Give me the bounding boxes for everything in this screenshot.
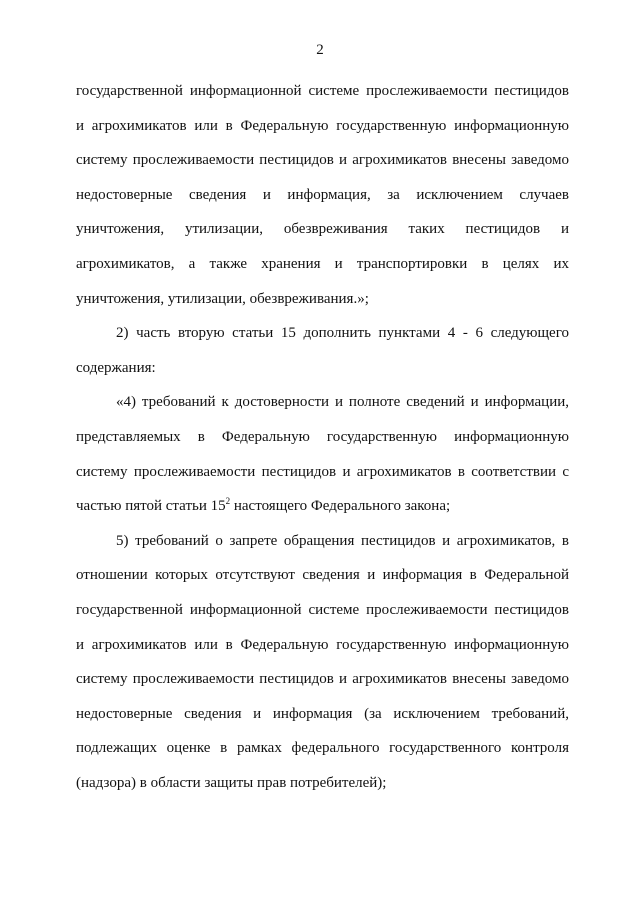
text-line-with-superscript — [76, 489, 569, 524]
text-line: отношении которых отсутствуют сведения и информация в Федеральной — [76, 567, 569, 584]
text-line: государственной информационной системе прослеживаемости пестицидов — [76, 83, 569, 99]
text-line: недостоверные сведения и информация, за исключением случаев — [76, 186, 569, 203]
text-line: и агрохимикатов или в Федеральную государственную информационную — [76, 636, 569, 653]
paragraph-item-2 — [76, 316, 569, 385]
text-line: уничтожения, утилизации, обезвреживания таких пестицидов и — [76, 221, 569, 238]
superscript: 2 — [225, 496, 231, 507]
text-line: государственной информационной системе прослеживаемости пестицидов — [76, 601, 569, 618]
document-body — [76, 74, 569, 800]
paragraph-item-4 — [76, 385, 569, 523]
text-line: подлежащих оценке в рамках федерального государственного контроля — [76, 740, 569, 757]
text-line: «4) требований к достоверности и полноте сведений и информации, — [116, 394, 569, 411]
text-fragment: частью пятой статьи 15 — [76, 498, 226, 515]
text-line: представляемых в Федеральную государственную информационную — [76, 428, 569, 445]
text-line: (надзора) в области защиты прав потребителей); — [76, 774, 387, 791]
text-line: 2) часть вторую статьи 15 дополнить пунктами 4 - 6 следующего — [116, 325, 569, 342]
text-line: и агрохимикатов или в Федеральную государственную информационную — [76, 117, 569, 134]
text-line: содержания: — [76, 359, 156, 376]
text-line: недостоверные сведения и информация (за исключением требований, — [76, 705, 569, 722]
text-line: уничтожения, утилизации, обезвреживания.»; — [76, 290, 369, 307]
text-line: систему прослеживаемости пестицидов и агрохимикатов в соответствии с — [76, 463, 569, 480]
paragraph-continuation — [76, 74, 569, 316]
text-line: 5) требований о запрете обращения пестицидов и агрохимикатов, в — [116, 532, 569, 549]
text-line: агрохимикатов, а также хранения и транспортировки в целях их — [76, 255, 569, 272]
paragraph-item-5 — [76, 524, 569, 801]
page-number: 2 — [316, 42, 324, 58]
text-line: систему прослеживаемости пестицидов и агрохимикатов внесены заведомо — [76, 152, 569, 169]
text-line: систему прослеживаемости пестицидов и агрохимикатов внесены заведомо — [76, 671, 569, 688]
text-fragment: настоящего Федерального закона; — [230, 498, 451, 515]
